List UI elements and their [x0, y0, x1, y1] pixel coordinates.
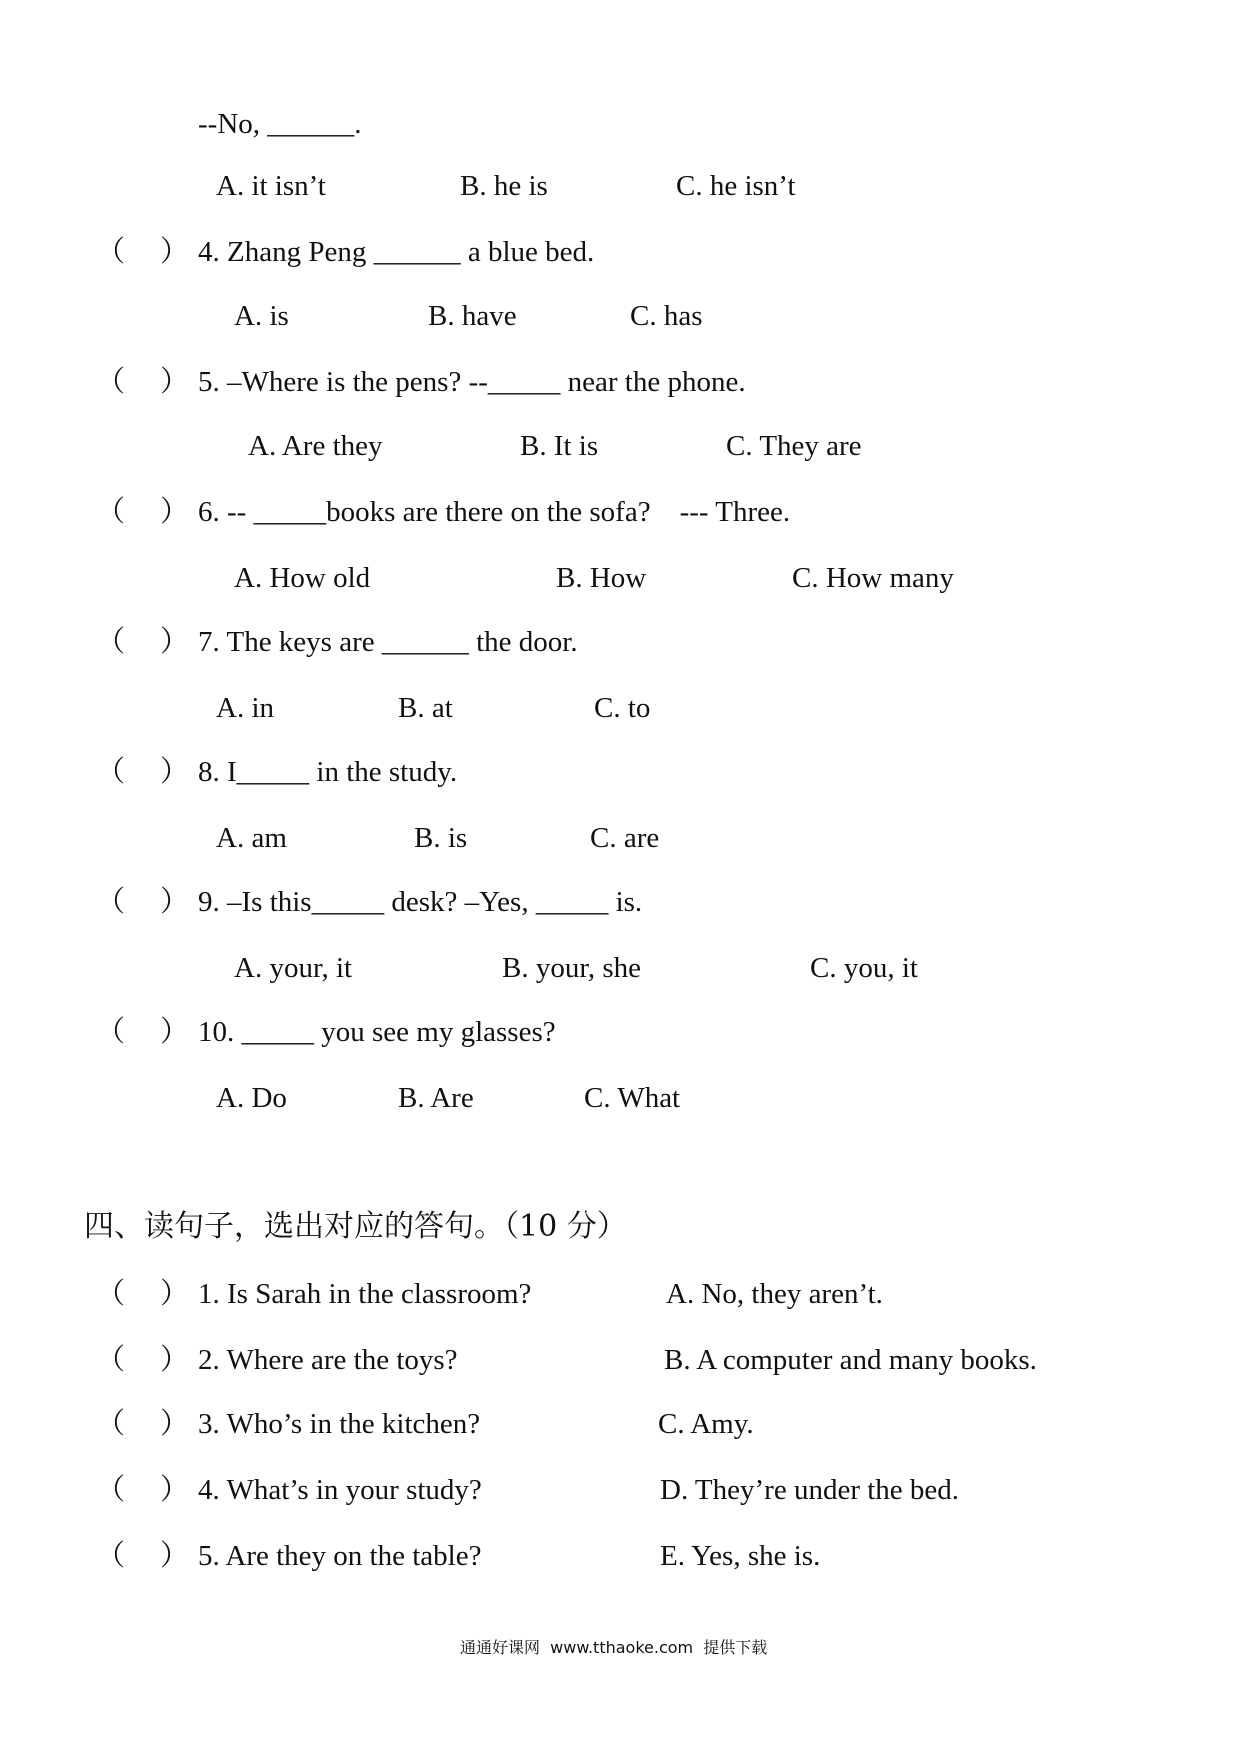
question-8-option-c: C. are [590, 822, 660, 854]
question-5-stem: 5. –Where is the pens? --_____ near the phone. [198, 366, 746, 398]
question-5-option-a: A. Are they [248, 430, 383, 462]
question-7-option-c: C. to [594, 692, 651, 724]
question-9-option-a: A. your, it [234, 952, 353, 984]
question-4-stem: 4. Zhang Peng ______ a blue bed. [198, 236, 595, 268]
footer-watermark: 通通好课网 www.tthaoke.com 提供下载 [460, 1638, 768, 1657]
question-6-option-b: B. How [556, 562, 647, 594]
matching-answer-c: C. Amy. [658, 1408, 754, 1440]
question-3-option-b: B. he is [460, 170, 548, 202]
matching-answer-e: E. Yes, she is. [660, 1540, 821, 1572]
answer-paren-open: （ [96, 1474, 126, 1506]
answer-paren-close: ） [160, 1474, 190, 1506]
answer-paren-close: ） [160, 1540, 190, 1572]
answer-paren-close: ） [160, 1408, 190, 1440]
question-6-stem: 6. -- _____books are there on the sofa? --- Three. [198, 496, 791, 528]
question-9-option-b: B. your, she [502, 952, 641, 984]
question-8-stem: 8. I_____ in the study. [198, 756, 458, 788]
answer-paren-close: ） [160, 756, 190, 788]
matching-answer-d: D. They’re under the bed. [660, 1474, 960, 1506]
answer-paren-close: ） [160, 1344, 190, 1376]
matching-question-3: 3. Who’s in the kitchen? [198, 1408, 481, 1440]
answer-paren-open: （ [96, 236, 126, 268]
question-8-option-a: A. am [216, 822, 287, 854]
question-8-option-b: B. is [414, 822, 468, 854]
question-7-stem: 7. The keys are ______ the door. [198, 626, 578, 658]
answer-paren-open: （ [96, 1408, 126, 1440]
question-9-stem: 9. –Is this_____ desk? –Yes, _____ is. [198, 886, 643, 918]
answer-paren-open: （ [96, 626, 126, 658]
answer-paren-open: （ [96, 886, 126, 918]
question-10-option-b: B. Are [398, 1082, 474, 1114]
matching-answer-a: A. No, they aren’t. [666, 1278, 883, 1310]
answer-paren-close: ） [160, 366, 190, 398]
question-10-stem: 10. _____ you see my glasses? [198, 1016, 556, 1048]
matching-question-1: 1. Is Sarah in the classroom? [198, 1278, 532, 1310]
question-9-option-c: C. you, it [810, 952, 918, 984]
question-4-option-a: A. is [234, 300, 289, 332]
answer-paren-close: ） [160, 886, 190, 918]
answer-paren-open: （ [96, 1344, 126, 1376]
question-3-option-a: A. it isn’t [216, 170, 326, 202]
matching-question-4: 4. What’s in your study? [198, 1474, 482, 1506]
question-6-option-a: A. How old [234, 562, 371, 594]
answer-paren-open: （ [96, 1278, 126, 1310]
question-7-option-b: B. at [398, 692, 453, 724]
answer-paren-open: （ [96, 1016, 126, 1048]
matching-answer-b: B. A computer and many books. [664, 1344, 1037, 1376]
answer-paren-open: （ [96, 366, 126, 398]
question-7-option-a: A. in [216, 692, 274, 724]
question-6-option-c: C. How many [792, 562, 954, 594]
section-4-heading: 四、读句子，选出对应的答句。（10 分） [84, 1209, 627, 1244]
question-3-option-c: C. he isn’t [676, 170, 796, 202]
question-10-option-c: C. What [584, 1082, 681, 1114]
question-10-option-a: A. Do [216, 1082, 287, 1114]
answer-paren-open: （ [96, 1540, 126, 1572]
answer-paren-close: ） [160, 1278, 190, 1310]
answer-paren-close: ） [160, 1016, 190, 1048]
question-3-answer-stem: --No, ______. [198, 108, 362, 140]
answer-paren-open: （ [96, 496, 126, 528]
question-5-option-c: C. They are [726, 430, 862, 462]
answer-paren-close: ） [160, 236, 190, 268]
matching-question-2: 2. Where are the toys? [198, 1344, 458, 1376]
answer-paren-close: ） [160, 496, 190, 528]
question-5-option-b: B. It is [520, 430, 599, 462]
question-4-option-c: C. has [630, 300, 703, 332]
answer-paren-close: ） [160, 626, 190, 658]
answer-paren-open: （ [96, 756, 126, 788]
matching-question-5: 5. Are they on the table? [198, 1540, 482, 1572]
question-4-option-b: B. have [428, 300, 517, 332]
